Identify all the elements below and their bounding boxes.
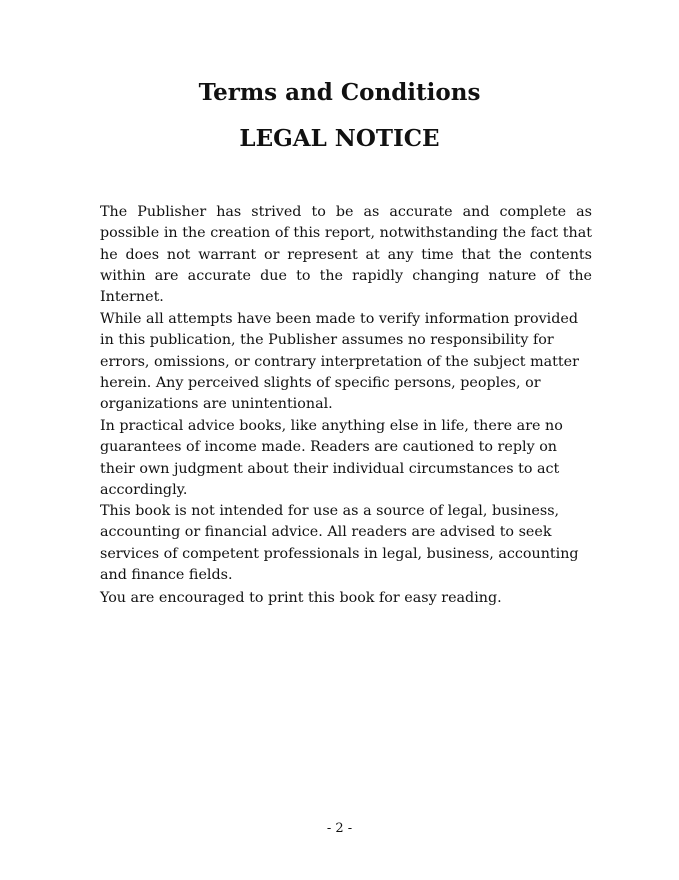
paragraph-responsibility: While all attempts have been made to verify information provided in this publication, the Publisher assumes no responsibility for errors, omissions, or contrary interpretation of the subject matter herein. Any perceived slights of specific persons, peoples, or organizations are unintentional. (100, 311, 579, 413)
legal-notice-heading: LEGAL NOTICE (239, 125, 440, 152)
page-title: Terms and Conditions (198, 79, 481, 106)
paragraph-accuracy: The Publisher has strived to be as accurate and complete as possible in the creation of this report, notwithstanding the fact that he does not warrant or represent at any time that the contents within are accurate due to the rapidly changing nature of the Internet. (100, 204, 592, 306)
paragraph-print-encouragement: You are encouraged to print this book for easy reading. (100, 590, 502, 606)
paragraph-not-advice: This book is not intended for use as a source of legal, business, accounting or financial advice. All readers are advised to seek services of competent professionals in legal, business, accounting and finance fields. (100, 503, 579, 583)
page-number: - 2 - (326, 821, 353, 836)
paragraph-no-guarantees: In practical advice books, like anything else in life, there are no guarantees of income made. Readers are cautioned to reply on their own judgment about their individual circumstances to act accordingly. (100, 418, 563, 498)
